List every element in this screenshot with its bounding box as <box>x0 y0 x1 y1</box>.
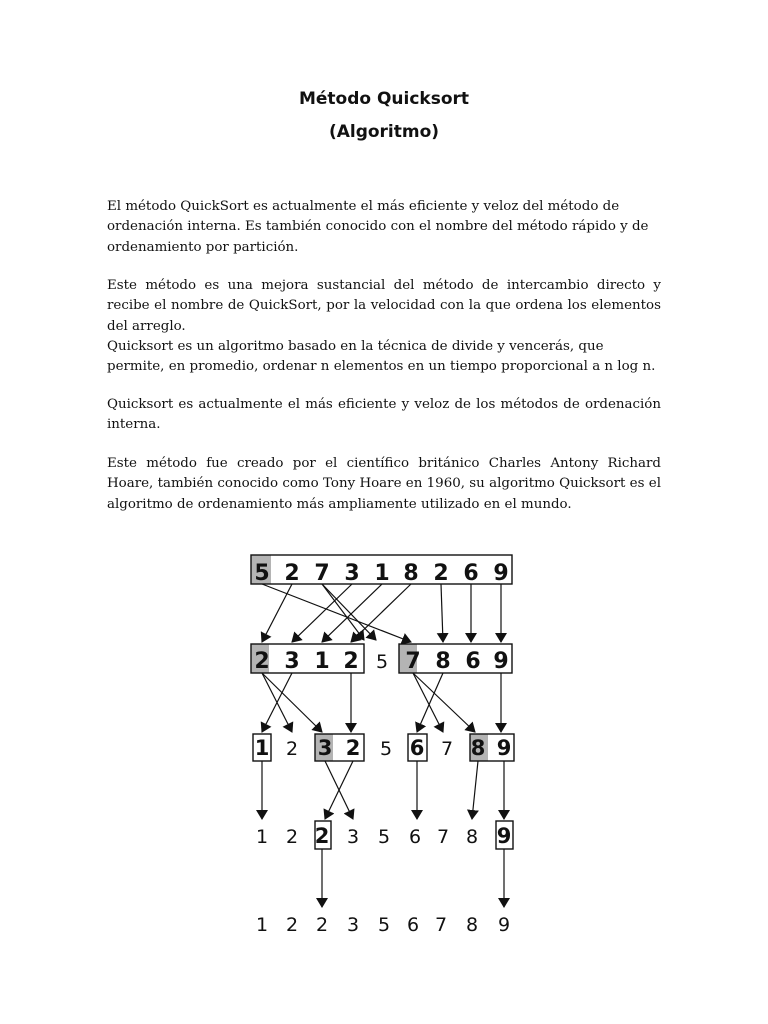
row2-digit: 2 <box>254 649 270 674</box>
document-subtitle: (Algoritmo) <box>328 122 440 142</box>
arrow <box>262 584 411 642</box>
row1-digit: 5 <box>254 561 270 586</box>
row-3 <box>255 736 512 760</box>
row2-digit: 1 <box>314 649 330 674</box>
row-5 <box>256 914 510 936</box>
row-4 <box>256 824 511 848</box>
arrow <box>262 673 322 732</box>
row5-digit: 2 <box>315 914 329 936</box>
arrow <box>441 584 443 642</box>
row1-digit: 8 <box>403 561 419 586</box>
row1-digit: 2 <box>433 561 449 586</box>
arrow <box>322 584 376 640</box>
arrow <box>351 584 411 642</box>
row2-digit: 5 <box>375 651 389 673</box>
document-title: Método Quicksort <box>298 89 470 109</box>
row3-digit: 2 <box>345 736 361 760</box>
row3-digit: 7 <box>440 738 454 760</box>
paragraph-block-4 <box>107 454 661 515</box>
partition-boxes <box>251 555 514 849</box>
paragraph-block-2 <box>107 276 661 377</box>
row2-digit: 7 <box>405 649 421 674</box>
row2-digit: 8 <box>435 649 451 674</box>
row-2 <box>254 649 508 674</box>
arrow <box>472 761 478 819</box>
row1-digit: 6 <box>463 561 479 586</box>
row3-digit: 3 <box>317 736 333 760</box>
paragraph-2: Este método es una mejora sustancial del método de intercambio directo y recibe el nombre de QuickSort, por la velocidad con la que ordena los elementos del arreglo. <box>107 278 661 334</box>
row3-digit: 5 <box>379 738 393 760</box>
row5-digit: 9 <box>497 914 511 936</box>
paragraph-1: El método QuickSort es actualmente el más eficiente y veloz del método de ordenación interna. Es también conocido con el nombre del método rápido y de ordenamiento por partición. <box>107 199 649 255</box>
row2-digit: 3 <box>284 649 300 674</box>
row-1 <box>254 561 508 586</box>
row5-digit: 8 <box>465 914 479 936</box>
row5-digit: 2 <box>285 914 299 936</box>
row4-digit: 6 <box>408 826 422 848</box>
row5-digit: 5 <box>377 914 391 936</box>
paragraph-4: Quicksort es actualmente el más eficiente y veloz de los métodos de ordenación interna. <box>107 397 661 433</box>
paragraph-intro <box>107 197 661 258</box>
row4-digit: 5 <box>377 826 391 848</box>
row4-digit: 3 <box>346 826 360 848</box>
row3-digit: 2 <box>285 738 299 760</box>
quicksort-diagram <box>245 548 525 938</box>
row3-digit: 6 <box>409 736 425 760</box>
row3-digit: 8 <box>470 736 486 760</box>
row1-digit: 2 <box>284 561 300 586</box>
row4-digit: 7 <box>436 826 450 848</box>
row2-digit: 6 <box>465 649 481 674</box>
row4-digit: 8 <box>465 826 479 848</box>
paragraph-5: Este método fue creado por el científico británico Charles Antony Richard Hoare, también conocido como Tony Hoare en 1960, su algoritmo Quicksort es el algoritmo de ordenamiento más ampliamente utilizado en el mundo. <box>107 456 661 512</box>
row4-digit: 9 <box>496 824 512 848</box>
row1-digit: 1 <box>374 561 390 586</box>
row5-digit: 7 <box>434 914 448 936</box>
row4-digit: 2 <box>314 824 330 848</box>
row4-digit: 1 <box>255 826 269 848</box>
row3-digit: 1 <box>254 736 270 760</box>
row3-digit: 9 <box>496 736 512 760</box>
row1-digit: 7 <box>314 561 330 586</box>
row5-digit: 3 <box>346 914 360 936</box>
arrow <box>262 584 292 642</box>
row5-digit: 1 <box>255 914 269 936</box>
row5-digit: 6 <box>406 914 420 936</box>
row2-digit: 2 <box>343 649 359 674</box>
row1-digit: 3 <box>344 561 360 586</box>
paragraph-block-3 <box>107 395 661 436</box>
arrow <box>413 673 475 732</box>
row1-digit: 9 <box>493 561 509 586</box>
row2-digit: 9 <box>493 649 509 674</box>
row4-digit: 2 <box>285 826 299 848</box>
paragraph-3: Quicksort es un algoritmo basado en la técnica de divide y vencerás, que permite, en promedio, ordenar n elementos en un tiempo proporcional a n log n. <box>107 338 656 375</box>
